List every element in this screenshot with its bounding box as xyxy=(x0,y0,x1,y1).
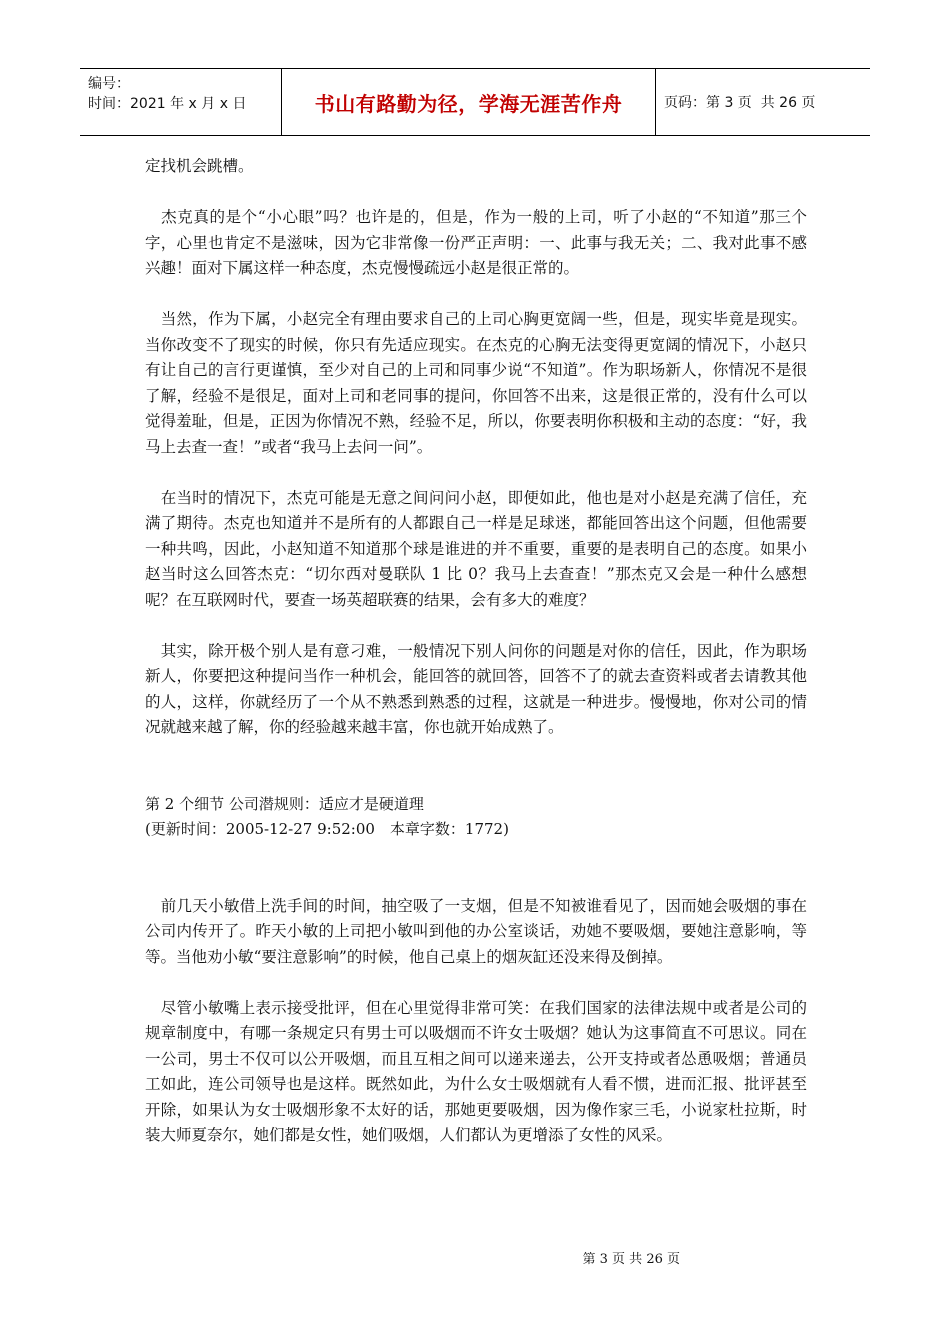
document-body xyxy=(145,150,807,1149)
paragraph: 杰克真的是个“小心眼”吗？也许是的，但是，作为一般的上司，听了小赵的“不知道”那三个字，心里也肯定不是滋味，因为它非常像一份严正声明：一、此事与我无关；二、我对此事不感兴趣！面对下属这样一种态度，杰克慢慢疏远小赵是很正常的。 xyxy=(145,208,807,277)
paragraph: 当然，作为下属，小赵完全有理由要求自己的上司心胸更宽阔一些，但是，现实毕竟是现实。当你改变不了现实的时候，你只有先适应现实。在杰克的心胸无法变得更宽阔的情况下，小赵只有让自己的言行更谨慎，至少对自己的上司和同事少说“不知道”。作为职场新人，你情况不是很了解，经验不是很足，面对上司和老同事的提问，你回答不出来，这是很正常的，没有什么可以觉得羞耻，但是，正因为你情况不熟，经验不足，所以，你要表明你积极和主动的态度：“好，我马上去查一查！”或者“我马上去问一问”。 xyxy=(145,310,807,456)
paragraph: 前几天小敏借上洗手间的时间，抽空吸了一支烟，但是不知被谁看见了，因而她会吸烟的事在公司内传开了。昨天小敏的上司把小敏叫到他的办公室谈话，劝她不要吸烟，要她注意影响，等等。当他劝小敏“要注意影响”的时候，他自己桌上的烟灰缸还没来得及倒掉。 xyxy=(145,896,807,966)
paragraph: 在当时的情况下，杰克可能是无意之间问问小赵，即便如此，他也是对小赵是充满了信任，充满了期待。杰克也知道并不是所有的人都跟自己一样是足球迷，都能回答出这个问题，但他需要一种共鸣，因此，小赵知道不知道那个球是谁进的并不重要，重要的是表明自己的态度。如果小赵当时这么回答杰克：“切尔西对曼联队 1 比 0？我马上去查查！”那杰克又会是一种什么感想呢？在互联网时代，要查一场英超联赛的结果，会有多大的难度？ xyxy=(145,488,807,609)
header-page-cell xyxy=(656,69,870,135)
date-label: 时间：2021 年 x 月 x 日 xyxy=(88,96,247,112)
header-motto-cell xyxy=(282,69,656,135)
number-label: 编号： xyxy=(88,76,130,92)
page-footer: 第 3 页 共 26 页 xyxy=(582,1252,680,1267)
paragraph: 其实，除开极个别人是有意刁难，一般情况下别人问你的问题是对你的信任，因此，作为职场新人，你要把这种提问当作一种机会，能回答的就回答，回答不了的就去查资料或者去请教其他的人，这样，你就经历了一个从不熟悉到熟悉的过程，这就是一种进步。慢慢地，你对公司的情况就越来越了解，你的经验越来越丰富，你也就开始成熟了。 xyxy=(145,641,807,736)
page-header xyxy=(80,68,870,136)
paragraph: 尽管小敏嘴上表示接受批评，但在心里觉得非常可笑：在我们国家的法律法规中或者是公司的规章制度中，有哪一条规定只有男士可以吸烟而不许女士吸烟？她认为这事简直不可思议。同在一公司，男士不仅可以公开吸烟，而且互相之间可以递来递去，公开支持或者怂恿吸烟；普通员工如此，连公司领导也是这样。既然如此，为什么女士吸烟就有人看不惯，进而汇报、批评甚至开除，如果认为女士吸烟形象不太好的话，那她更要吸烟，因为像作家三毛，小说家杜拉斯，时装大师夏奈尔，她们都是女性，她们吸烟，人们都认为更增添了女性的风采。 xyxy=(145,998,807,1144)
header-meta xyxy=(80,69,282,135)
section-meta: (更新时间：2005-12-27 9:52:00 本章字数：1772) xyxy=(145,820,509,838)
page-number-label: 页码：第 3 页 共 26 页 xyxy=(664,95,816,111)
section-title: 第 2 个细节 公司潜规则：适应才是硬道理 xyxy=(145,794,424,813)
header-motto: 书山有路勤为径，学海无涯苦作舟 xyxy=(314,91,623,116)
paragraph: 定找机会跳槽。 xyxy=(145,157,254,175)
